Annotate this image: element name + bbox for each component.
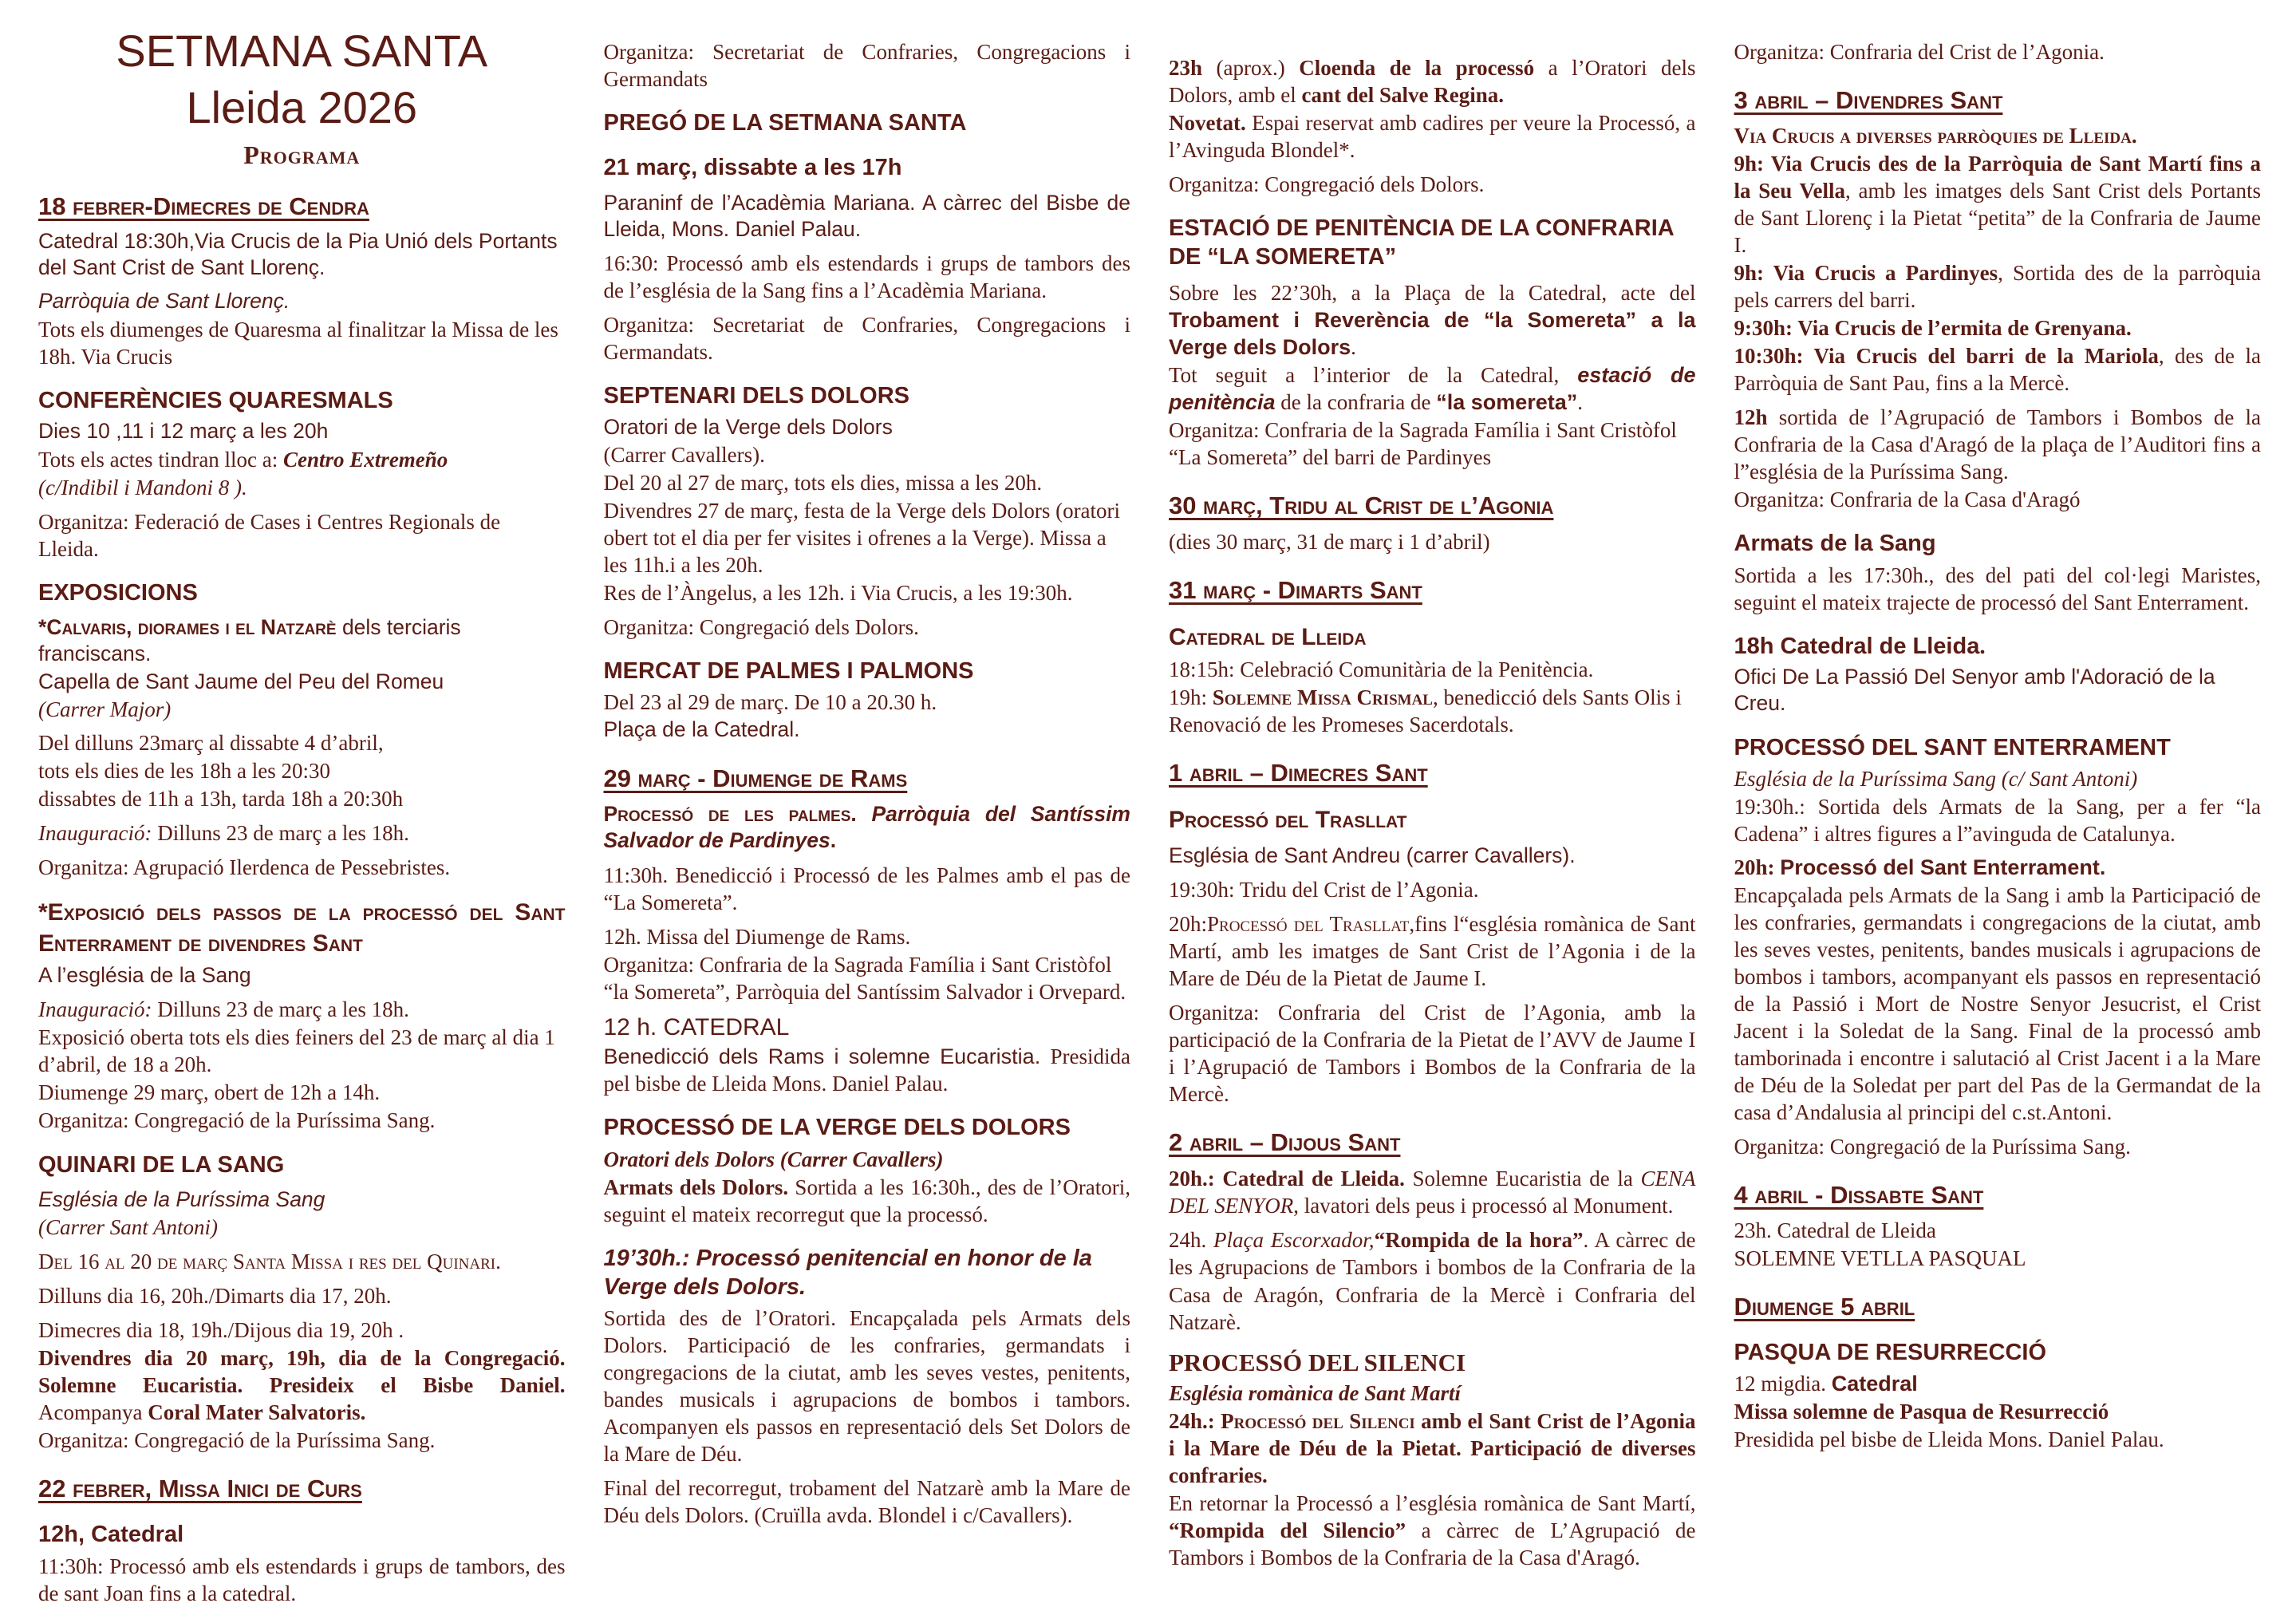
text-run: Tots els diumenges de Quaresma al finalitzar la Missa de les 18h. Via Crucis	[38, 317, 558, 369]
text-run: Dilluns 23 de març a les 18h.	[152, 997, 409, 1022]
paragraph	[38, 819, 566, 847]
text-run: 24h.:	[1169, 1408, 1221, 1433]
text-run: A l’església de la Sang	[38, 963, 251, 988]
section-heading	[604, 1113, 1131, 1142]
section-heading	[604, 109, 1131, 137]
text-run: 2 abril – Dijous Sant	[1169, 1128, 1401, 1157]
text-run: 1 abril – Dimecres Sant	[1169, 758, 1428, 787]
text-run: Solemne Missa Crismal	[1212, 685, 1433, 709]
paragraph	[38, 418, 566, 444]
text-run: (dies 30 març, 31 de març i 1 d’abril)	[1169, 529, 1490, 554]
text-run: Lleida 2026	[186, 82, 418, 133]
column-4	[1734, 21, 2262, 1522]
text-run: Processó del Sant Enterrament.	[1780, 855, 2106, 879]
paragraph	[38, 288, 566, 314]
text-run: Centro Extremeño	[283, 447, 448, 472]
date-heading	[1169, 1127, 1696, 1158]
paragraph	[38, 1282, 566, 1309]
paragraph	[1734, 664, 2262, 717]
text-run: 19h:	[1169, 685, 1213, 709]
text-run: Sortida a les 17:30h., des del pati del col·legi Maristes, seguint el mateix trajecte de processó del Sant Enterrament.	[1734, 563, 2261, 614]
text-run: 16:30: Processó amb els estendards i grups de tambors des de l’església de la Sang fins a l’Acadèmia Mariana.	[603, 251, 1130, 303]
section-heading	[1734, 529, 2262, 558]
section-heading	[1169, 622, 1696, 653]
paragraph	[38, 1553, 566, 1607]
paragraph	[38, 1427, 566, 1454]
text-run: 12 h. CATEDRAL	[603, 1013, 790, 1040]
section-heading	[604, 657, 1131, 685]
text-run: Del 16 al 20 de març Santa Missa i res del Quinari.	[38, 1250, 501, 1274]
text-run: .	[830, 828, 837, 853]
paragraph	[1169, 999, 1696, 1108]
text-run: Coral Mater Salvatoris.	[148, 1400, 366, 1425]
text-run: Res de l’Àngelus, a les 12h. i Via Crucis, a les 19:30h.	[603, 581, 1073, 606]
section-heading	[1169, 214, 1696, 272]
text-run: 12h. Missa del Diumenge de Rams.	[603, 924, 911, 949]
section-heading	[38, 386, 566, 415]
text-run: 30 març, Tridu al Crist de l’Agonia	[1169, 491, 1554, 519]
text-run: Organitza: Secretariat de Confraries, Congregacions i Germandats	[603, 40, 1130, 92]
text-run: CONFERÈNCIES QUARESMALS	[38, 387, 393, 413]
text-run: 18:15h: Celebració Comunitària de la Penitència.	[1169, 657, 1594, 681]
text-run: Encapçalada pels Armats de la Sang i amb la Participació de les confraries, germandats i congregacions de la ciutat, amb les seves vestes, penitents, bandes musicals i agrupacions de bombos i tambors, acompanyant els passos en representació de la Passió i Mort de Nostre Senyor Jesucrist, el Crist Jacent i la Soledat de la Sang. Final de la processó amb tamborinada i encontre i salutació al Crist Jacent i a la Mare de Déu de la Soledat per part del Pas de la Germandat de la casa d’Andalusia al principi del c.st.Antoni.	[1734, 882, 2261, 1124]
text-run: Divendres dia 20 març, 19h, dia de la Congregació. Solemne Eucaristia. Presideix el Bisbe Daniel.	[38, 1346, 566, 1398]
text-run: PROCESSÓ DE LA VERGE DELS DOLORS	[603, 1115, 1071, 1141]
text-run: 23h	[1169, 56, 1203, 80]
text-run: Organitza: Congregació dels Dolors.	[1169, 172, 1485, 197]
date-heading	[1734, 85, 2262, 116]
text-run: (Carrer Major)	[38, 697, 172, 721]
paragraph	[604, 614, 1131, 641]
text-run: Divendres 27 de març, festa de la Verge dels Dolors (oratori obert tot el dia per fer visites i ofrenes a la Verge). Missa a les 11h.i a les 20h.	[603, 499, 1121, 578]
paragraph	[1734, 150, 2262, 259]
text-run: 4 abril - Dissabte Sant	[1734, 1181, 1984, 1210]
text-run: EXPOSICIONS	[38, 579, 198, 606]
text-run: 24h.	[1169, 1228, 1214, 1253]
page-title	[38, 24, 566, 77]
paragraph	[1169, 109, 1696, 164]
text-run: Sobre les 22’30h, a la Plaça de la Catedral, acte del	[1169, 280, 1696, 305]
paragraph	[38, 446, 566, 473]
section-heading	[1734, 1338, 2262, 1367]
paragraph	[1734, 854, 2262, 881]
text-run: (Carrer Cavallers).	[603, 442, 765, 467]
text-run: Dimecres dia 18, 19h./Dijous dia 19, 20h .	[38, 1318, 404, 1343]
text-run: , amb les imatges dels Sant Crist dels Portants de Sant Llorenç i la Pietat “petita” de la Confraria de Jaume I.	[1734, 179, 2261, 258]
text-run: “Rompida de la hora”	[1374, 1228, 1584, 1253]
paragraph	[604, 923, 1131, 950]
paragraph	[1169, 876, 1696, 903]
text-run: Parròquia de Sant Llorenç.	[38, 289, 290, 314]
text-run: 18 febrer-Dimecres de Cendra	[38, 191, 369, 220]
text-run: Dies 10 ,11 i 12 març a les 20h	[38, 419, 329, 444]
paragraph	[1169, 361, 1696, 416]
text-run: Organitza: Congregació dels Dolors.	[603, 615, 919, 640]
paragraph	[1169, 1165, 1696, 1219]
paragraph	[604, 1305, 1131, 1467]
text-run: 31 març - Dimarts Sant	[1169, 575, 1422, 604]
text-run: 19:30h.: Sortida dels Armats de la Sang, per a fer “la Cadena” i altres figures a l”avinguda de Catalunya.	[1734, 794, 2261, 846]
text-run: Inauguració:	[38, 997, 152, 1022]
text-run: 20h:	[1169, 912, 1208, 937]
paragraph	[1169, 1490, 1696, 1571]
date-heading	[1169, 757, 1696, 788]
text-run: Programa	[243, 140, 361, 170]
paragraph	[604, 689, 1131, 716]
text-run: 11:30h: Processó amb els estendards i grups de tambors, des de sant Joan fins a la catedral.	[38, 1554, 566, 1605]
text-run: Solemne Eucaristia de la	[1412, 1167, 1641, 1191]
paragraph	[38, 669, 566, 695]
text-run: Espai reservat amb cadires per veure la Processó, a l’Avinguda Blondel*.	[1169, 111, 1696, 163]
text-run: Organitza: Federació de Cases i Centres Regionals de Lleida.	[38, 509, 501, 561]
text-run: de la confraria de	[1275, 389, 1437, 414]
paragraph	[38, 757, 566, 784]
text-run: PASQUA DE RESURRECCIÓ	[1734, 1340, 2047, 1366]
section-heading	[1734, 632, 2262, 661]
paragraph	[38, 228, 566, 282]
column-3	[1169, 21, 1696, 1569]
paragraph	[38, 696, 566, 723]
date-heading	[1169, 490, 1696, 521]
text-run: QUINARI DE LA SANG	[38, 1151, 285, 1178]
text-run: 12h	[1734, 405, 1768, 430]
page-title	[38, 81, 566, 134]
paragraph	[604, 862, 1131, 916]
text-run: Dilluns 23 de març a les 18h.	[152, 821, 409, 846]
text-run: 29 març - Diumenge de Rams	[603, 764, 908, 792]
paragraph	[1169, 279, 1696, 361]
date-heading	[1169, 574, 1696, 606]
text-run: Final del recorregut, trobament del Natzarè amb la Mare de Déu dels Dolors. (Cruïlla avda. Blondel i c/Cavallers).	[603, 1476, 1130, 1528]
text-run: , des de la Parròquia de Sant Pau, fins a la Mercè.	[1734, 344, 2261, 396]
text-run: (aprox.)	[1202, 56, 1300, 80]
paragraph	[604, 469, 1131, 496]
text-run: sortida de l’Agrupació de Tambors i Bombos de la Confraria de la Casa d'Aragó de la plaça de l’Auditori fins a l”església de la Puríssima Sang.	[1734, 405, 2261, 484]
paragraph	[1734, 765, 2262, 792]
text-run: Acompanya	[38, 1400, 148, 1425]
paragraph	[604, 311, 1131, 365]
text-run: 10:30h: Via Crucis del barri de la Mariola	[1734, 344, 2159, 369]
text-run: *Exposició dels passos de la processó del Sant Enterrament de divendres Sant	[38, 899, 566, 957]
paragraph	[604, 1043, 1131, 1097]
paragraph	[38, 1024, 566, 1078]
paragraph	[1734, 882, 2262, 1126]
text-run: Organitza: Confraria de la Casa d'Aragó	[1734, 488, 2081, 512]
text-run: Organitza: Congregació de la Puríssima Sang.	[38, 1108, 436, 1133]
text-run: PROCESSÓ DEL SANT ENTERRAMENT	[1734, 734, 2171, 760]
text-run: 21 març, dissabte a les 17h	[603, 155, 902, 181]
text-run: En retornar la Processó a l’església romànica de Sant Martí,	[1169, 1491, 1696, 1515]
paragraph	[1734, 122, 2262, 149]
text-run: Organitza: Agrupació Ilerdenca de Pessebristes.	[38, 855, 451, 880]
paragraph	[38, 729, 566, 756]
paragraph	[604, 38, 1131, 93]
paragraph	[38, 854, 566, 881]
text-run: MERCAT DE PALMES I PALMONS	[603, 658, 974, 685]
text-run: Ofici De La Passió Del Senyor amb l'Adoració de la Creu.	[1734, 664, 2215, 716]
date-heading	[604, 763, 1131, 794]
text-run: Paraninf de l’Acadèmia Mariana. A càrrec del Bisbe de Lleida, Mons. Daniel Palau.	[603, 190, 1130, 241]
paragraph	[1169, 684, 1696, 738]
text-run: Exposició oberta tots els dies feiners del 23 de març al dia 1 d’abril, de 18 a 20h.	[38, 1025, 555, 1077]
text-run: Diumenge 5 abril	[1734, 1293, 1915, 1321]
text-run: Tot seguit a l’interior de la Catedral,	[1169, 362, 1578, 387]
text-run: Plaça Escorxador,	[1213, 1228, 1375, 1253]
text-run: Processó de les palmes.	[603, 801, 872, 826]
paragraph	[1169, 1226, 1696, 1335]
paragraph	[1169, 1408, 1696, 1489]
text-run: dissabtes de 11h a 13h, tarda 18h a 20:30h	[38, 787, 404, 811]
text-run: Plaça de la Catedral.	[603, 717, 800, 742]
text-run: Via Crucis a diverses parròquies de Lleida.	[1734, 124, 2137, 148]
paragraph	[604, 1146, 1131, 1173]
page-subtitle	[38, 139, 566, 171]
text-run: Processó del Trasllat	[1207, 912, 1410, 937]
text-run: Església de la Puríssima Sang	[38, 1186, 325, 1211]
text-run: 23h. Catedral de Lleida	[1734, 1218, 1936, 1243]
paragraph	[1169, 910, 1696, 992]
text-run: Catedral	[1831, 1372, 1918, 1396]
paragraph	[38, 316, 566, 370]
date-heading	[38, 1473, 566, 1504]
text-run: .	[1979, 633, 1986, 659]
text-run: (Carrer Sant Antoni)	[38, 1215, 219, 1240]
text-run: 9h: Via Crucis des de la Parròquia de Sant Martí fins a la Seu Vella	[1734, 152, 2261, 203]
date-heading	[1734, 1179, 2262, 1210]
paragraph	[1734, 1398, 2262, 1425]
text-run: Missa solemne de Pasqua de Resurrecció	[1734, 1400, 2109, 1424]
text-run: SEPTENARI DELS DOLORS	[603, 383, 909, 409]
section-heading	[38, 897, 566, 959]
text-run: , lavatori dels peus i processó al Monument.	[1293, 1194, 1674, 1218]
paragraph	[604, 497, 1131, 578]
text-run: 22 febrer, Missa Inici de Curs	[38, 1475, 362, 1503]
text-run: 18h Catedral de Lleida	[1734, 633, 1980, 659]
text-run: Dilluns dia 16, 20h./Dimarts dia 17, 20h.	[38, 1284, 392, 1309]
text-run: Església romànica de Sant Martí	[1169, 1380, 1462, 1405]
section-heading	[38, 1520, 566, 1549]
text-run: Organitza: Congregació de la Puríssima Sang.	[38, 1428, 436, 1453]
section-heading	[38, 578, 566, 607]
text-run: Armats dels Dolors.	[603, 1175, 795, 1199]
section-heading	[1734, 733, 2262, 762]
paragraph	[38, 1344, 566, 1426]
text-run: PROCESSÓ DEL SILENCI	[1169, 1348, 1466, 1376]
text-run: Església de la Puríssima Sang (c/ Sant Antoni)	[1734, 766, 2138, 791]
text-run: CENA DEL SENYOR	[1169, 1167, 1696, 1218]
paragraph	[604, 1174, 1131, 1228]
text-run: Inauguració:	[38, 821, 152, 846]
text-run: Organitza: Congregació de la Puríssima Sang.	[1734, 1135, 2131, 1159]
paragraph	[604, 441, 1131, 468]
paragraph	[1734, 259, 2262, 314]
text-run: 9h: Via Crucis a Pardinyes	[1734, 261, 1998, 286]
section-heading	[604, 153, 1131, 182]
text-run: tots els dies de les 18h a les 20:30	[38, 758, 330, 783]
text-run: 9:30h: Via Crucis de l’ermita de Grenyana.	[1734, 316, 2132, 341]
paragraph	[38, 614, 566, 668]
text-run: dels terciaris franciscans.	[38, 614, 461, 666]
paragraph	[38, 1186, 566, 1213]
text-run: 12 migdia.	[1734, 1372, 1832, 1396]
paragraph	[1734, 793, 2262, 847]
text-run: Armats de la Sang	[1734, 531, 1936, 557]
date-heading	[38, 191, 566, 222]
paragraph	[604, 951, 1131, 1005]
paragraph	[38, 785, 566, 812]
text-run: . A càrrec de les Agrupacions de Tambors i bombos de la Confraria de la Casa de Aragón, Confraria de la Mercè i Confraria del Natzarè.	[1169, 1228, 1696, 1334]
text-run: 20h:	[1734, 855, 1781, 879]
text-run: 3 abril – Divendres Sant	[1734, 86, 2003, 115]
paragraph	[1734, 1245, 2262, 1272]
text-run: estació de penitència	[1169, 362, 1696, 414]
paragraph	[1734, 1133, 2262, 1160]
paragraph	[38, 474, 566, 501]
paragraph	[1734, 1370, 2262, 1397]
text-run: Catedral de Lleida.	[1222, 1167, 1413, 1191]
text-run: Cloenda de la processó	[1299, 56, 1535, 80]
text-run: Organitza: Confraria de la Sagrada Família i Sant Cristòfol “La Somereta” del barri de Pardinyes	[1169, 417, 1677, 469]
text-run: “Rompida del Silencio”	[1169, 1518, 1406, 1542]
text-run: 20h.:	[1169, 1167, 1223, 1191]
text-run: PREGÓ DE LA SETMANA SANTA	[603, 110, 967, 136]
paragraph	[1734, 314, 2262, 342]
paragraph	[38, 1248, 566, 1275]
text-run: Organitza: Confraria del Crist de l’Agonia, amb la participació de la Confraria de la Pietat de l’AVV de Jaume I i l’Agrupació de Tambors i Bombos de la Confraria de la Mercè.	[1169, 1001, 1696, 1107]
text-run: Diumenge 29 març, obert de 12h a 14h.	[38, 1080, 381, 1105]
paragraph	[1169, 1380, 1696, 1407]
text-run: Catedral de Lleida	[1169, 623, 1367, 650]
paragraph	[604, 579, 1131, 606]
text-run: Oratori de la Verge dels Dolors	[603, 414, 893, 439]
paragraph	[1734, 404, 2262, 485]
date-heading	[1734, 1291, 2262, 1322]
section-heading	[604, 381, 1131, 410]
text-run: 19:30h: Tridu del Crist de l’Agonia.	[1169, 878, 1479, 902]
paragraph	[1169, 843, 1696, 869]
text-run: Processó del Silenci	[1221, 1408, 1415, 1433]
text-run: Presidida pel bisbe de Lleida Mons. Daniel Palau.	[603, 1044, 1130, 1096]
text-run: ESTACIÓ DE PENITÈNCIA DE LA CONFRARIA DE “LA SOMERETA”	[1169, 215, 1674, 270]
text-run: SETMANA SANTA	[116, 26, 488, 76]
column-2	[603, 21, 1131, 1528]
text-run: Presidida pel bisbe de Lleida Mons. Daniel Palau.	[1734, 1427, 2164, 1452]
text-run: Del 23 al 29 de març. De 10 a 20.30 h.	[603, 690, 937, 715]
section-heading	[1169, 1347, 1696, 1378]
text-run: amb el Sant Crist de l’Agonia i la Mare de Déu de la Pietat. Participació de diverses confraries.	[1169, 1408, 1696, 1487]
paragraph	[604, 414, 1131, 440]
section-heading	[604, 1244, 1131, 1302]
text-run: 12h, Catedral	[38, 1522, 184, 1548]
text-run: .	[1351, 334, 1356, 359]
paragraph	[1169, 54, 1696, 109]
paragraph	[604, 250, 1131, 304]
paragraph	[1169, 417, 1696, 471]
paragraph	[38, 1079, 566, 1106]
text-run: Organitza: Secretariat de Confraries, Congregacions i Germandats.	[603, 313, 1130, 365]
paragraph	[38, 1317, 566, 1344]
paragraph	[38, 1107, 566, 1134]
paragraph	[604, 1475, 1131, 1529]
text-run: (c/Indibil i Mandoni 8 ).	[38, 475, 247, 499]
paragraph	[604, 190, 1131, 243]
text-run: .	[1577, 389, 1584, 414]
text-run: Benedicció dels Rams i solemne Eucaristia.	[603, 1044, 1051, 1069]
text-run: a càrrec de L’Agrupació de Tambors i Bombos de la Confraria de la Casa d'Aragó.	[1169, 1518, 1696, 1569]
paragraph	[1734, 38, 2262, 65]
paragraph	[38, 996, 566, 1023]
text-run: Oratori dels Dolors (Carrer Cavallers)	[603, 1147, 944, 1171]
text-run: Del dilluns 23març al dissabte 4 d’abril,	[38, 730, 384, 755]
text-run: Sortida des de l’Oratori. Encapçalada pels Armats dels Dolors. Participació de les confraries, germandats i congregacions de la ciutat, amb les seves vestes, penitents, bandes musicals i agrupacions de bombos i tambors. Acompanyen els passos en representació dels Set Dolors de la Mare de Déu.	[603, 1306, 1130, 1467]
text-run: Organitza: Confraria del Crist de l’Agonia.	[1734, 40, 2105, 64]
paragraph	[1169, 528, 1696, 555]
paragraph	[604, 801, 1131, 855]
text-run: Processó del Trasllat	[1169, 806, 1407, 833]
text-run: Parròquia del Santíssim Salvador de Pardinyes	[603, 801, 1130, 853]
text-run: , Sortida des de la parròquia pels carrers del barri.	[1734, 261, 2262, 313]
paragraph	[1169, 656, 1696, 683]
section-heading	[38, 1151, 566, 1179]
text-run: Sortida a les 16:30h., des de l’Oratori, seguint el mateix recorregut que la processó.	[603, 1175, 1130, 1226]
paragraph	[38, 508, 566, 563]
text-run: 19’30h.: Processó penitencial en honor de la Verge dels Dolors.	[603, 1245, 1092, 1300]
text-run: , benedicció dels Sants Olis i Renovació de les Promeses Sacerdotals.	[1169, 685, 1682, 736]
paragraph	[604, 1013, 1131, 1043]
section-heading	[1169, 804, 1696, 835]
text-run: Catedral 18:30h,Via Crucis de la Pia Unió dels Portants del Sant Crist de Sant Llorenç.	[38, 228, 558, 280]
paragraph	[38, 1214, 566, 1241]
text-run: Organitza: Confraria de la Sagrada Família i Sant Cristòfol “la Somereta”, Parròquia del Santíssim Salvador i Orvepard.	[603, 952, 1126, 1004]
text-run: SOLEMNE VETLLA PASQUAL	[1734, 1246, 2026, 1271]
text-run: 11:30h. Benedicció i Processó de les Palmes amb el pas de “La Somereta”.	[603, 863, 1130, 914]
text-run: Trobament i Reverència de “la Somereta” a la Verge dels Dolors	[1169, 307, 1696, 359]
text-run: ,fins l“església romànica de Sant Martí, amb les imatges de Sant Crist de l’Agonia i de la Mare de Déu de la Pietat de Jaume I.	[1169, 912, 1696, 991]
paragraph	[1734, 1217, 2262, 1244]
paragraph	[1734, 562, 2262, 616]
text-run: cant del Salve Regina.	[1301, 83, 1504, 108]
text-run: Església de Sant Andreu (carrer Cavallers).	[1169, 843, 1576, 867]
text-run: “la somereta”	[1436, 389, 1578, 414]
text-run: a l’Oratori dels Dolors, amb el	[1169, 56, 1696, 108]
text-run: Del 20 al 27 de març, tots els dies, missa a les 20h.	[603, 470, 1043, 495]
text-run: Novetat.	[1169, 111, 1246, 136]
paragraph	[1169, 171, 1696, 198]
paragraph	[38, 962, 566, 989]
text-run: Tots els actes tindran lloc a:	[38, 447, 284, 472]
paragraph	[604, 717, 1131, 743]
paragraph	[1734, 1426, 2262, 1453]
column-1	[38, 21, 566, 1605]
paragraph	[1734, 342, 2262, 397]
paragraph	[1734, 486, 2262, 513]
text-run: *Calvaris, diorames i el Natzarè	[38, 614, 337, 639]
text-run: Capella de Sant Jaume del Peu del Romeu	[38, 669, 444, 693]
